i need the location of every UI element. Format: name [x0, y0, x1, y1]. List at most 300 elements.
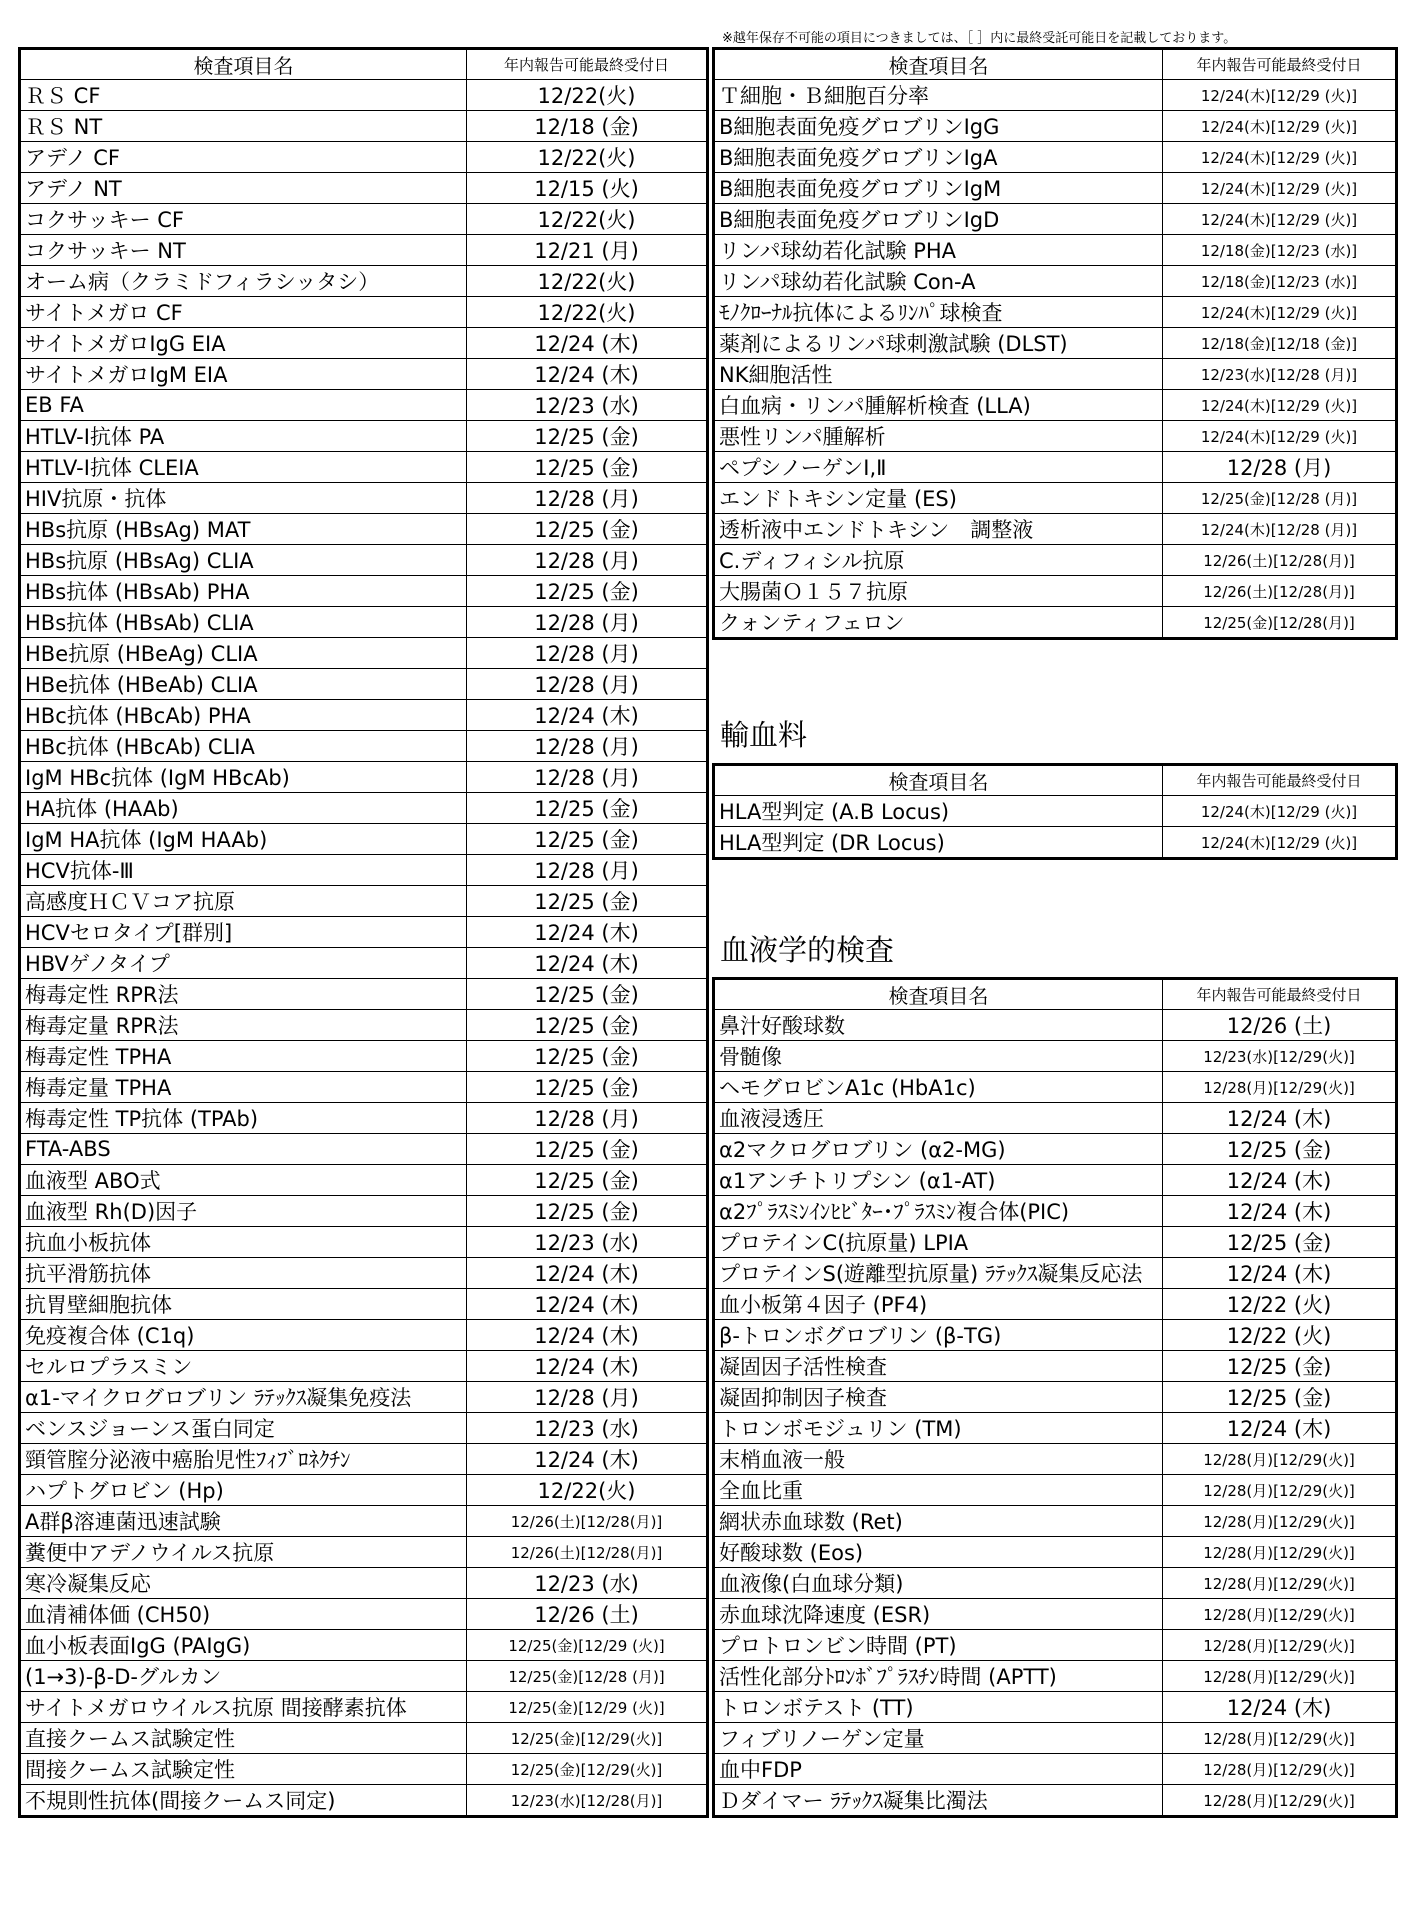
table-row	[20, 1289, 708, 1320]
section-title-transfusion: 輸血料	[720, 718, 808, 752]
deadline-date: 12/25 (金)	[467, 1196, 708, 1227]
table-row	[714, 1785, 1397, 1817]
footnote: ※越年保存不可能の項目につきましては、［ ］内に最終受託可能日を記載しております。	[722, 31, 1237, 46]
test-name: β-トロンボグロブリン (β-TG)	[714, 1320, 1163, 1351]
deadline-date: 12/25 (金)	[1163, 1134, 1397, 1165]
deadline-date: 12/25 (金)	[467, 1072, 708, 1103]
test-name: 高感度ＨＣＶコア抗原	[20, 886, 467, 917]
test-name: ベンスジョーンス蛋白同定	[20, 1413, 467, 1444]
deadline-date: 12/18 (金)	[467, 111, 708, 142]
deadline-date: 12/24(木)[12/29 (火)]	[1163, 204, 1397, 235]
deadline-date: 12/28 (月)	[1163, 452, 1397, 483]
test-name: 血液浸透圧	[714, 1103, 1163, 1134]
table-row	[20, 1351, 708, 1382]
table-row	[20, 1568, 708, 1599]
deadline-date: 12/24 (木)	[467, 1444, 708, 1475]
table-row	[20, 1630, 708, 1661]
test-name: 網状赤血球数 (Ret)	[714, 1506, 1163, 1537]
table-row	[20, 483, 708, 514]
test-name: HLA型判定 (DR Locus)	[714, 827, 1163, 859]
table-row	[714, 607, 1397, 639]
test-name: α2ﾌﾟﾗｽﾐﾝｲﾝﾋﾋﾞﾀｰ･ﾌﾟﾗｽﾐﾝ複合体(PIC)	[714, 1196, 1163, 1227]
test-name: アデノ CF	[20, 142, 467, 173]
table-row	[20, 235, 708, 266]
table-row	[20, 1692, 708, 1723]
test-name: 鼻汁好酸球数	[714, 1010, 1163, 1041]
deadline-date: 12/24(木)[12/29 (火)]	[1163, 390, 1397, 421]
deadline-date: 12/24 (木)	[467, 1351, 708, 1382]
deadline-date: 12/25 (金)	[1163, 1227, 1397, 1258]
test-name: (1→3)-β-D-グルカン	[20, 1661, 467, 1692]
deadline-date: 12/24 (木)	[467, 1320, 708, 1351]
deadline-date: 12/25 (金)	[467, 1134, 708, 1165]
deadline-date: 12/24(木)[12/29 (火)]	[1163, 796, 1397, 827]
test-name: α2マクログロブリン (α2-MG)	[714, 1134, 1163, 1165]
deadline-date: 12/24 (木)	[1163, 1413, 1397, 1444]
deadline-date: 12/24 (木)	[1163, 1258, 1397, 1289]
deadline-date: 12/25(金)[12/28 (月)]	[1163, 483, 1397, 514]
table-row	[714, 1227, 1397, 1258]
test-name: 免疫複合体 (C1q)	[20, 1320, 467, 1351]
test-name: HBc抗体 (HBcAb) CLIA	[20, 731, 467, 762]
test-name: 好酸球数 (Eos)	[714, 1537, 1163, 1568]
deadline-date: 12/25 (金)	[467, 452, 708, 483]
table-row	[714, 1196, 1397, 1227]
test-name: Ｄダイマー ﾗﾃｯｸｽ凝集比濁法	[714, 1785, 1163, 1817]
deadline-date: 12/28 (月)	[467, 731, 708, 762]
table-row	[714, 1351, 1397, 1382]
right-test-table	[712, 47, 1398, 640]
test-name: 血液型 Rh(D)因子	[20, 1196, 467, 1227]
column-header-test-name: 検査項目名	[714, 49, 1163, 80]
deadline-date: 12/26(土)[12/28(月)]	[467, 1537, 708, 1568]
deadline-date: 12/22(火)	[467, 297, 708, 328]
table-row	[714, 1661, 1397, 1692]
table-row	[714, 266, 1397, 297]
test-name: 赤血球沈降速度 (ESR)	[714, 1599, 1163, 1630]
table-row	[20, 1320, 708, 1351]
column-header-test-name: 検査項目名	[20, 49, 467, 80]
table-row	[714, 827, 1397, 859]
test-name: 寒冷凝集反応	[20, 1568, 467, 1599]
test-name: A群β溶連菌迅速試験	[20, 1506, 467, 1537]
test-name: NK細胞活性	[714, 359, 1163, 390]
deadline-date: 12/18(金)[12/23 (水)]	[1163, 266, 1397, 297]
deadline-date: 12/28 (月)	[467, 762, 708, 793]
table-row	[20, 824, 708, 855]
test-name: Ｔ細胞・Ｂ細胞百分率	[714, 80, 1163, 111]
table-row	[20, 700, 708, 731]
test-name: B細胞表面免疫グロブリンIgA	[714, 142, 1163, 173]
table-row	[20, 1537, 708, 1568]
test-name: クォンティフェロン	[714, 607, 1163, 639]
column-header-deadline: 年内報告可能最終受付日	[1163, 765, 1397, 796]
deadline-date: 12/28(月)[12/29(火)]	[1163, 1754, 1397, 1785]
deadline-date: 12/25(金)[12/28 (月)]	[467, 1661, 708, 1692]
table-row	[20, 638, 708, 669]
test-name: 血小板第４因子 (PF4)	[714, 1289, 1163, 1320]
deadline-date: 12/28(月)[12/29(火)]	[1163, 1723, 1397, 1754]
table-row	[714, 483, 1397, 514]
table-row	[714, 1537, 1397, 1568]
table-row	[714, 576, 1397, 607]
test-name: 血小板表面IgG (PAIgG)	[20, 1630, 467, 1661]
test-name: 透析液中エンドトキシン 調整液	[714, 514, 1163, 545]
deadline-date: 12/26(土)[12/28(月)]	[1163, 545, 1397, 576]
table-row	[714, 328, 1397, 359]
table-row	[714, 142, 1397, 173]
table-row	[714, 1103, 1397, 1134]
test-name: HBs抗原 (HBsAg) MAT	[20, 514, 467, 545]
table-row	[20, 793, 708, 824]
deadline-date: 12/24 (木)	[467, 948, 708, 979]
test-name: 頸管腟分泌液中癌胎児性ﾌｨﾌﾞﾛﾈｸﾁﾝ	[20, 1444, 467, 1475]
deadline-date: 12/23(水)[12/29(火)]	[1163, 1041, 1397, 1072]
deadline-date: 12/28(月)[12/29(火)]	[1163, 1072, 1397, 1103]
table-row	[714, 1413, 1397, 1444]
table-row	[714, 1444, 1397, 1475]
table-row	[714, 1010, 1397, 1041]
table-row	[20, 886, 708, 917]
deadline-date: 12/25 (金)	[467, 514, 708, 545]
table-row	[714, 421, 1397, 452]
deadline-date: 12/28 (月)	[467, 545, 708, 576]
deadline-date: 12/24 (木)	[467, 328, 708, 359]
table-row	[20, 1382, 708, 1413]
test-name: ＲＳ NT	[20, 111, 467, 142]
deadline-date: 12/28(月)[12/29(火)]	[1163, 1537, 1397, 1568]
table-row	[714, 452, 1397, 483]
test-name: IgM HA抗体 (IgM HAAb)	[20, 824, 467, 855]
deadline-date: 12/24(木)[12/28 (月)]	[1163, 514, 1397, 545]
table-row	[714, 1072, 1397, 1103]
column-header-deadline: 年内報告可能最終受付日	[467, 49, 708, 80]
deadline-date: 12/18(金)[12/18 (金)]	[1163, 328, 1397, 359]
deadline-date: 12/28 (月)	[467, 1382, 708, 1413]
deadline-date: 12/28(月)[12/29(火)]	[1163, 1630, 1397, 1661]
deadline-date: 12/22(火)	[467, 80, 708, 111]
deadline-date: 12/24 (木)	[467, 917, 708, 948]
test-name: フィブリノーゲン定量	[714, 1723, 1163, 1754]
test-name: α1アンチトリプシン (α1-AT)	[714, 1165, 1163, 1196]
table-row	[20, 1785, 708, 1817]
test-name: 不規則性抗体(間接クームス同定)	[20, 1785, 467, 1817]
deadline-date: 12/23 (水)	[467, 1413, 708, 1444]
table-row	[20, 948, 708, 979]
table-row	[20, 111, 708, 142]
test-name: 梅毒定量 RPR法	[20, 1010, 467, 1041]
table-row	[714, 1754, 1397, 1785]
deadline-date: 12/28 (月)	[467, 1103, 708, 1134]
table-row	[714, 111, 1397, 142]
table-row	[20, 390, 708, 421]
deadline-date: 12/24 (木)	[467, 359, 708, 390]
test-name: B細胞表面免疫グロブリンIgD	[714, 204, 1163, 235]
deadline-date: 12/25 (金)	[467, 979, 708, 1010]
table-row	[20, 1444, 708, 1475]
deadline-date: 12/23 (水)	[467, 390, 708, 421]
test-name: HCV抗体-Ⅲ	[20, 855, 467, 886]
section-title-hematology: 血液学的検査	[720, 933, 895, 967]
test-name: サイトメガロIgM EIA	[20, 359, 467, 390]
deadline-date: 12/15 (火)	[467, 173, 708, 204]
test-name: HBe抗体 (HBeAb) CLIA	[20, 669, 467, 700]
table-row	[20, 142, 708, 173]
test-name: 血中FDP	[714, 1754, 1163, 1785]
test-name: 骨髄像	[714, 1041, 1163, 1072]
deadline-date: 12/23 (水)	[467, 1568, 708, 1599]
table-row	[20, 297, 708, 328]
table-row	[714, 359, 1397, 390]
table-row	[714, 1506, 1397, 1537]
test-name: リンパ球幼若化試験 PHA	[714, 235, 1163, 266]
test-name: 梅毒定性 TPHA	[20, 1041, 467, 1072]
test-name: コクサッキー NT	[20, 235, 467, 266]
deadline-date: 12/24 (木)	[467, 1289, 708, 1320]
test-name: プロテインS(遊離型抗原量) ﾗﾃｯｸｽ凝集反応法	[714, 1258, 1163, 1289]
table-row	[714, 204, 1397, 235]
deadline-date: 12/28(月)[12/29(火)]	[1163, 1444, 1397, 1475]
table-row	[20, 1072, 708, 1103]
deadline-date: 12/24(木)[12/29 (火)]	[1163, 421, 1397, 452]
deadline-date: 12/23 (水)	[467, 1227, 708, 1258]
deadline-date: 12/25 (金)	[467, 824, 708, 855]
deadline-date: 12/28 (月)	[467, 855, 708, 886]
test-name: トロンボテスト (TT)	[714, 1692, 1163, 1723]
test-name: プロトロンビン時間 (PT)	[714, 1630, 1163, 1661]
deadline-date: 12/24 (木)	[467, 700, 708, 731]
test-name: B細胞表面免疫グロブリンIgM	[714, 173, 1163, 204]
deadline-date: 12/22 (火)	[1163, 1320, 1397, 1351]
test-name: FTA-ABS	[20, 1134, 467, 1165]
deadline-date: 12/25 (金)	[1163, 1382, 1397, 1413]
table-row	[20, 1227, 708, 1258]
test-name: トロンボモジュリン (TM)	[714, 1413, 1163, 1444]
table-row	[20, 979, 708, 1010]
table-row	[20, 1723, 708, 1754]
deadline-date: 12/28(月)[12/29(火)]	[1163, 1599, 1397, 1630]
test-name: 凝固抑制因子検査	[714, 1382, 1163, 1413]
table-row	[20, 359, 708, 390]
table-row	[20, 762, 708, 793]
deadline-date: 12/28 (月)	[467, 483, 708, 514]
table-row	[20, 452, 708, 483]
table-row	[714, 1382, 1397, 1413]
deadline-date: 12/25(金)[12/28(月)]	[1163, 607, 1397, 639]
table-row	[20, 1103, 708, 1134]
table-row	[20, 514, 708, 545]
deadline-date: 12/24 (木)	[1163, 1165, 1397, 1196]
test-name: HTLV-Ⅰ抗体 CLEIA	[20, 452, 467, 483]
deadline-date: 12/28 (月)	[467, 669, 708, 700]
test-name: 糞便中アデノウイルス抗原	[20, 1537, 467, 1568]
deadline-date: 12/24(木)[12/29 (火)]	[1163, 80, 1397, 111]
table-row	[714, 514, 1397, 545]
test-name: 抗血小板抗体	[20, 1227, 467, 1258]
deadline-date: 12/26 (土)	[1163, 1010, 1397, 1041]
deadline-date: 12/25 (金)	[467, 421, 708, 452]
transfusion-test-table	[712, 763, 1398, 860]
test-name: 末梢血液一般	[714, 1444, 1163, 1475]
deadline-date: 12/28(月)[12/29(火)]	[1163, 1661, 1397, 1692]
deadline-date: 12/26(土)[12/28(月)]	[467, 1506, 708, 1537]
test-name: サイトメガロ CF	[20, 297, 467, 328]
deadline-date: 12/28(月)[12/29(火)]	[1163, 1568, 1397, 1599]
table-row	[714, 1692, 1397, 1723]
test-name: HIV抗原・抗体	[20, 483, 467, 514]
table-row	[20, 1413, 708, 1444]
deadline-date: 12/28(月)[12/29(火)]	[1163, 1506, 1397, 1537]
column-header-test-name: 検査項目名	[714, 979, 1163, 1010]
deadline-date: 12/28 (月)	[467, 638, 708, 669]
table-row	[714, 1320, 1397, 1351]
test-name: HBs抗体 (HBsAb) PHA	[20, 576, 467, 607]
deadline-date: 12/24(木)[12/29 (火)]	[1163, 111, 1397, 142]
test-name: 血清補体価 (CH50)	[20, 1599, 467, 1630]
deadline-date: 12/25 (金)	[1163, 1351, 1397, 1382]
deadline-date: 12/24(木)[12/29 (火)]	[1163, 827, 1397, 859]
column-header-test-name: 検査項目名	[714, 765, 1163, 796]
deadline-date: 12/24 (木)	[467, 1258, 708, 1289]
column-header-deadline: 年内報告可能最終受付日	[1163, 49, 1397, 80]
table-row	[714, 1134, 1397, 1165]
table-row	[714, 1599, 1397, 1630]
test-name: ﾓﾉｸﾛｰﾅﾙ抗体によるﾘﾝﾊﾟ球検査	[714, 297, 1163, 328]
deadline-date: 12/25 (金)	[467, 576, 708, 607]
test-name: HBe抗原 (HBeAg) CLIA	[20, 638, 467, 669]
test-name: HA抗体 (HAAb)	[20, 793, 467, 824]
deadline-date: 12/28(月)[12/29(火)]	[1163, 1785, 1397, 1817]
table-row	[20, 669, 708, 700]
test-name: アデノ NT	[20, 173, 467, 204]
test-name: コクサッキー CF	[20, 204, 467, 235]
deadline-date: 12/25 (金)	[467, 886, 708, 917]
deadline-date: 12/22(火)	[467, 204, 708, 235]
deadline-date: 12/22(火)	[467, 266, 708, 297]
test-name: サイトメガロウイルス抗原 間接酵素抗体	[20, 1692, 467, 1723]
deadline-date: 12/24(木)[12/29 (火)]	[1163, 142, 1397, 173]
deadline-date: 12/24(木)[12/29 (火)]	[1163, 297, 1397, 328]
table-row	[714, 235, 1397, 266]
test-name: オーム病（クラミドフィラシッタシ）	[20, 266, 467, 297]
table-row	[20, 1041, 708, 1072]
table-row	[20, 1506, 708, 1537]
table-row	[20, 421, 708, 452]
test-name: HBs抗体 (HBsAb) CLIA	[20, 607, 467, 638]
test-name: 梅毒定量 TPHA	[20, 1072, 467, 1103]
deadline-date: 12/24(木)[12/29 (火)]	[1163, 173, 1397, 204]
test-name: 全血比重	[714, 1475, 1163, 1506]
table-row	[20, 173, 708, 204]
deadline-date: 12/25(金)[12/29(火)]	[467, 1754, 708, 1785]
table-row	[714, 1258, 1397, 1289]
table-row	[20, 1010, 708, 1041]
deadline-date: 12/25 (金)	[467, 1010, 708, 1041]
table-row	[20, 80, 708, 111]
test-name: プロテインC(抗原量) LPIA	[714, 1227, 1163, 1258]
table-row	[714, 390, 1397, 421]
table-row	[714, 297, 1397, 328]
deadline-date: 12/25(金)[12/29 (火)]	[467, 1692, 708, 1723]
deadline-date: 12/22 (火)	[1163, 1289, 1397, 1320]
test-name: 梅毒定性 TP抗体 (TPAb)	[20, 1103, 467, 1134]
test-name: B細胞表面免疫グロブリンIgG	[714, 111, 1163, 142]
test-name: 大腸菌Ｏ１５７抗原	[714, 576, 1163, 607]
deadline-date: 12/24 (木)	[1163, 1196, 1397, 1227]
table-row	[20, 607, 708, 638]
deadline-date: 12/25(金)[12/29(火)]	[467, 1723, 708, 1754]
table-row	[714, 1041, 1397, 1072]
deadline-date: 12/25 (金)	[467, 793, 708, 824]
table-row	[20, 576, 708, 607]
table-row	[714, 545, 1397, 576]
table-row	[714, 173, 1397, 204]
test-name: サイトメガロIgG EIA	[20, 328, 467, 359]
table-row	[20, 1475, 708, 1506]
test-name: HLA型判定 (A.B Locus)	[714, 796, 1163, 827]
test-name: 抗平滑筋抗体	[20, 1258, 467, 1289]
deadline-date: 12/21 (月)	[467, 235, 708, 266]
test-name: 血液型 ABO式	[20, 1165, 467, 1196]
test-name: HCVセロタイプ[群別]	[20, 917, 467, 948]
test-name: 梅毒定性 RPR法	[20, 979, 467, 1010]
test-name: 悪性リンパ腫解析	[714, 421, 1163, 452]
test-name: 抗胃壁細胞抗体	[20, 1289, 467, 1320]
test-name: セルロプラスミン	[20, 1351, 467, 1382]
test-name: 薬剤によるリンパ球刺激試験 (DLST)	[714, 328, 1163, 359]
column-header-deadline: 年内報告可能最終受付日	[1163, 979, 1397, 1010]
deadline-date: 12/28 (月)	[467, 607, 708, 638]
test-name: EB FA	[20, 390, 467, 421]
table-row	[714, 1289, 1397, 1320]
deadline-date: 12/18(金)[12/23 (水)]	[1163, 235, 1397, 266]
table-row	[714, 1723, 1397, 1754]
table-row	[20, 1196, 708, 1227]
test-name: HBs抗原 (HBsAg) CLIA	[20, 545, 467, 576]
deadline-date: 12/22(火)	[467, 1475, 708, 1506]
hematology-test-table	[712, 977, 1398, 1818]
table-row	[20, 731, 708, 762]
test-name: HBVゲノタイプ	[20, 948, 467, 979]
table-row	[714, 1630, 1397, 1661]
table-row	[20, 1599, 708, 1630]
table-row	[20, 204, 708, 235]
test-name: ヘモグロビンA1c (HbA1c)	[714, 1072, 1163, 1103]
deadline-date: 12/24 (木)	[1163, 1692, 1397, 1723]
table-row	[20, 1165, 708, 1196]
table-row	[714, 1165, 1397, 1196]
table-row	[714, 1475, 1397, 1506]
test-name: ペプシノーゲンⅠ,Ⅱ	[714, 452, 1163, 483]
table-row	[714, 796, 1397, 827]
table-row	[20, 328, 708, 359]
table-row	[20, 1754, 708, 1785]
left-test-table	[18, 47, 709, 1818]
deadline-date: 12/25(金)[12/29 (火)]	[467, 1630, 708, 1661]
test-name: 直接クームス試験定性	[20, 1723, 467, 1754]
deadline-date: 12/23(水)[12/28(月)]	[467, 1785, 708, 1817]
test-name: HTLV-Ⅰ抗体 PA	[20, 421, 467, 452]
test-name: 活性化部分ﾄﾛﾝﾎﾞﾌﾟﾗｽﾁﾝ時間 (APTT)	[714, 1661, 1163, 1692]
table-row	[20, 545, 708, 576]
test-name: α1-マイクログロブリン ﾗﾃｯｸｽ凝集免疫法	[20, 1382, 467, 1413]
deadline-date: 12/28(月)[12/29(火)]	[1163, 1475, 1397, 1506]
test-name: C.ディフィシル抗原	[714, 545, 1163, 576]
test-name: ハプトグロビン (Hp)	[20, 1475, 467, 1506]
deadline-date: 12/26(土)[12/28(月)]	[1163, 576, 1397, 607]
test-name: ＲＳ CF	[20, 80, 467, 111]
test-name: 白血病・リンパ腫解析検査 (LLA)	[714, 390, 1163, 421]
